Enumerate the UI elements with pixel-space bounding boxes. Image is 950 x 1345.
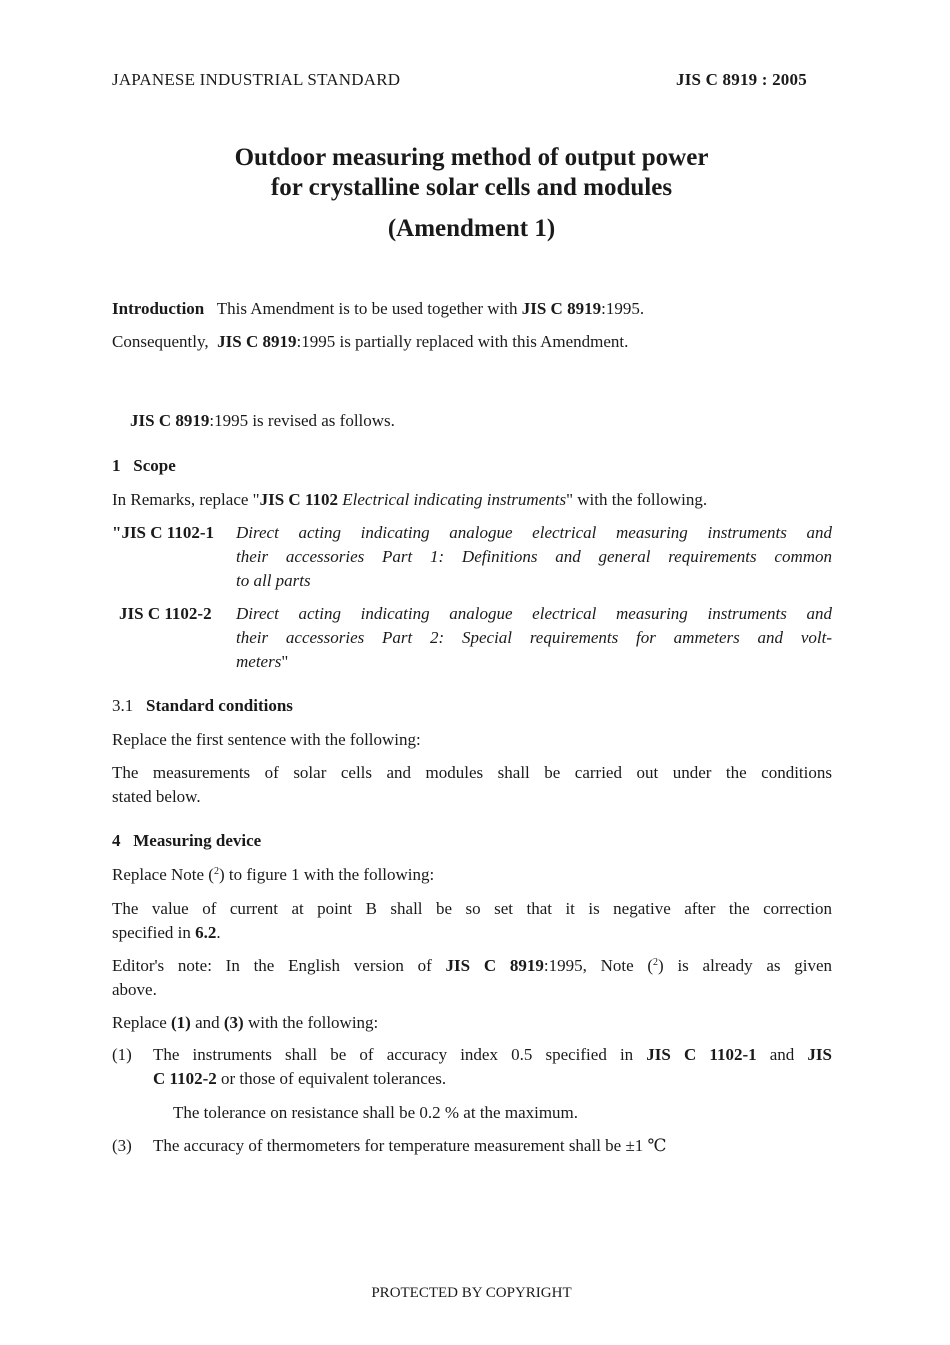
list-item-1-number: (1) <box>112 1045 132 1064</box>
replace-items-instruction: Replace (1) and (3) with the following: <box>112 1013 379 1032</box>
section-4-note-text: The value of current at point B shall be so set that it is negative after the correction specified in 6.2. <box>112 899 832 942</box>
editors-note: Editor's note: In the English version of JIS C 8919:1995, Note ($^2$) is already as given above. <box>112 956 832 999</box>
reference-jis-c-8919: JIS C 8919 <box>521 299 602 318</box>
section-1-heading: 1 Scope <box>112 456 176 475</box>
title-line-2: for crystalline solar cells and modules <box>270 174 673 201</box>
section-4-heading: 4 Measuring device <box>112 831 262 850</box>
tolerance-text: The tolerance on resistance shall be 0.2 % at the maximum. <box>173 1103 579 1122</box>
scope-replace-line: In Remarks, replace "JIS C 1102 Electrical indicating instruments" with the following. <box>112 490 708 509</box>
title-line-3: (Amendment 1) <box>387 215 556 242</box>
introduction-label: Introduction <box>112 299 205 318</box>
section-3-1-heading: 3.1 Standard conditions <box>112 696 293 715</box>
list-item-3-number: (3) <box>112 1136 132 1155</box>
standard-type-label: JAPANESE INDUSTRIAL STANDARD <box>112 70 401 89</box>
section-3-1-replacement: The measurements of solar cells and modules shall be carried out under the conditions stated below. <box>112 763 832 806</box>
scope-item-2-title: Direct acting indicating analogue electrical measuring instruments and their accessories Part 2: Special requirements for ammeters and volt- meters" <box>236 604 832 671</box>
scope-item-1-ref: "JIS C 1102-1 <box>112 523 215 542</box>
section-3-1-instruction: Replace the first sentence with the following: <box>112 730 421 749</box>
reference-jis-c-8919: JIS C 8919 <box>130 411 210 430</box>
copyright-footer: PROTECTED BY COPYRIGHT <box>371 1285 572 1301</box>
title-line-1: Outdoor measuring method of output power <box>234 144 709 171</box>
scope-item-1-title: Direct acting indicating analogue electrical measuring instruments and their accessories Part 1: Definitions and general requirements common to all parts <box>236 523 832 590</box>
introduction-line-1: Introduction This Amendment is to be used together with JIS C 8919:1995. <box>112 299 645 318</box>
standard-number: JIS C 8919 : 2005 <box>676 70 807 89</box>
scope-item-2-ref: JIS C 1102-2 <box>119 604 212 623</box>
reference-jis-c-8919: JIS C 8919 <box>217 332 297 351</box>
introduction-line-2: Consequently, JIS C 8919:1995 is partially replaced with this Amendment. <box>112 332 629 351</box>
list-item-1-text: The instruments shall be of accuracy index 0.5 specified in JIS C 1102-1 and JIS C 1102-2 or those of equivalent tolerances. <box>153 1045 832 1088</box>
list-item-3-text: The accuracy of thermometers for temperature measurement shall be ±1 ℃ <box>153 1136 667 1155</box>
section-4-note-instruction: Replace Note ($^2$) to figure 1 with the following: <box>112 865 435 884</box>
revision-statement: JIS C 8919:1995 is revised as follows. <box>130 411 395 430</box>
